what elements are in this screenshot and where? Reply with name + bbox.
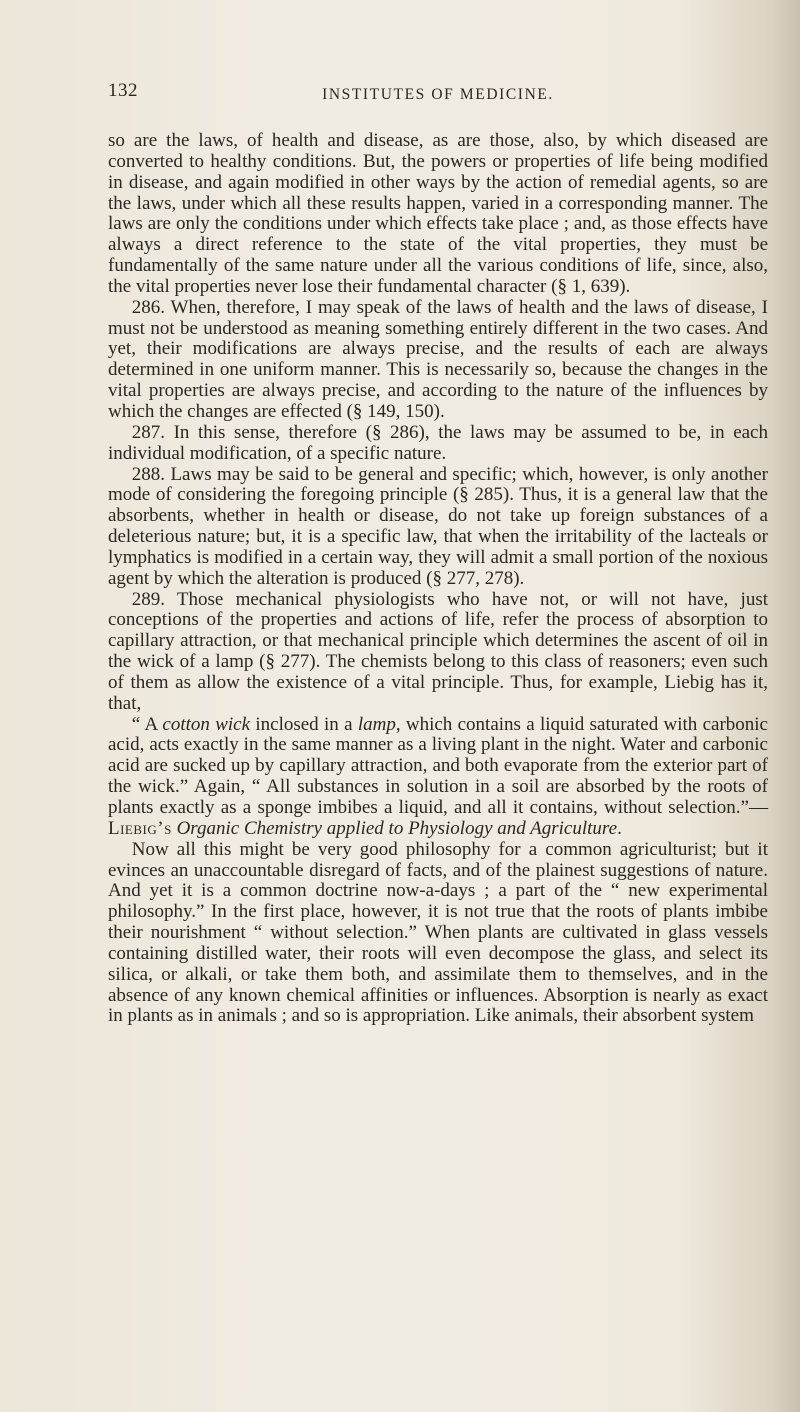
quote-text: . (617, 817, 622, 839)
citation-author: Liebig’s (108, 817, 172, 839)
page-number: 132 (108, 80, 138, 101)
quote-emphasis: lamp (357, 713, 396, 735)
paragraph-288: 288. Laws may be said to be general and specific; which, however, is only another mode of considering the foregoing principle (§ 285). Thus, it is a general law that the absorbents, whether in health or disease, do not take up foreign substances of a deleterious nature; but, it is a specific law, that when the irritability of the lacteals or lymphatics is modified in a certain way, they will admit a small portion of the noxious agent by which the alteration is produced (§ 277, 278). (108, 463, 768, 589)
quote-text: inclosed in a (250, 713, 358, 735)
paragraph-intro: so are the laws, of health and disease, as are those, also, by which diseased are converted to healthy conditions. But, the powers or properties of life being modified in disease, and again modified in other ways by the action of remedial agents, so are the laws, under which all these results happen, varied in a corresponding manner. The laws are only the conditions under which effects take place ; and, as those effects have always a direct reference to the state of the vital properties, they must be fundamentally of the same nature under all the various conditions of life, since, also, the vital properties never lose their fundamental character (§ 1, 639). (108, 130, 768, 297)
paragraph-liebig-quote (108, 715, 768, 840)
paragraph-now: Now all this might be very good philosophy for a common agriculturist; but it evinces an unaccountable disregard of facts, and of the plainest suggestions of nature. And yet it is a common doctrine now-a-days ; a part of the “ new experimental philosophy.” In the first place, however, it is not true that the roots of plants imbibe their nourishment “ without selection.” When plants are cultivated in glass vessels containing distilled water, their roots will even decompose the glass, and select its silica, or alkali, or take them both, and assimilate them to themselves, and in the absence of any known chemical affinities or influences. Absorption is nearly as exact in plants as in animals ; and so is appropriation. Like animals, their absorbent system (108, 838, 768, 1027)
citation-work: Organic Chemistry applied to Physiology and Agriculture (176, 817, 618, 839)
running-title: INSTITUTES OF MEDICINE. (322, 86, 554, 103)
paragraph-289: 289. Those mechanical physiologists who have not, or will not have, just conceptions of the properties and actions of life, refer the process of absorption to capillary attraction, or that mechanical principle which determines the ascent of oil in the wick of a lamp (§ 277). The chemists belong to this class of reasoners; even such of them as allow the existence of a vital principle. Thus, for example, Liebig has it, that, (108, 588, 768, 714)
body-text (108, 131, 768, 1027)
quote-text: “ A (131, 713, 163, 735)
quote-text: , which contains a liquid saturated with carbonic acid, acts exactly in the same manner as a living plant in the night. Water and carbonic acid are sucked up by capillary attraction, and both evaporate from the exterior part of the wick.” Again, “ All substances in solution in a soil are absorbed by the roots of plants exactly as a sponge imbibes a liquid, and all it contains, without selection.”— (108, 713, 768, 818)
quote-emphasis: cotton wick (162, 713, 251, 735)
paragraph-286: 286. When, therefore, I may speak of the laws of health and the laws of disease, I must not be understood as meaning something entirely different in the two cases. And yet, their modifications are always precise, and the results of each are always determined in one uniform manner. This is necessarily so, because the changes in the vital properties are always precise, and according to the nature of the influences by which the changes are effected (§ 149, 150). (108, 296, 768, 422)
page-header (108, 80, 768, 110)
paragraph-287: 287. In this sense, therefore (§ 286), the laws may be assumed to be, in each individual modification, of a specific nature. (108, 421, 768, 464)
